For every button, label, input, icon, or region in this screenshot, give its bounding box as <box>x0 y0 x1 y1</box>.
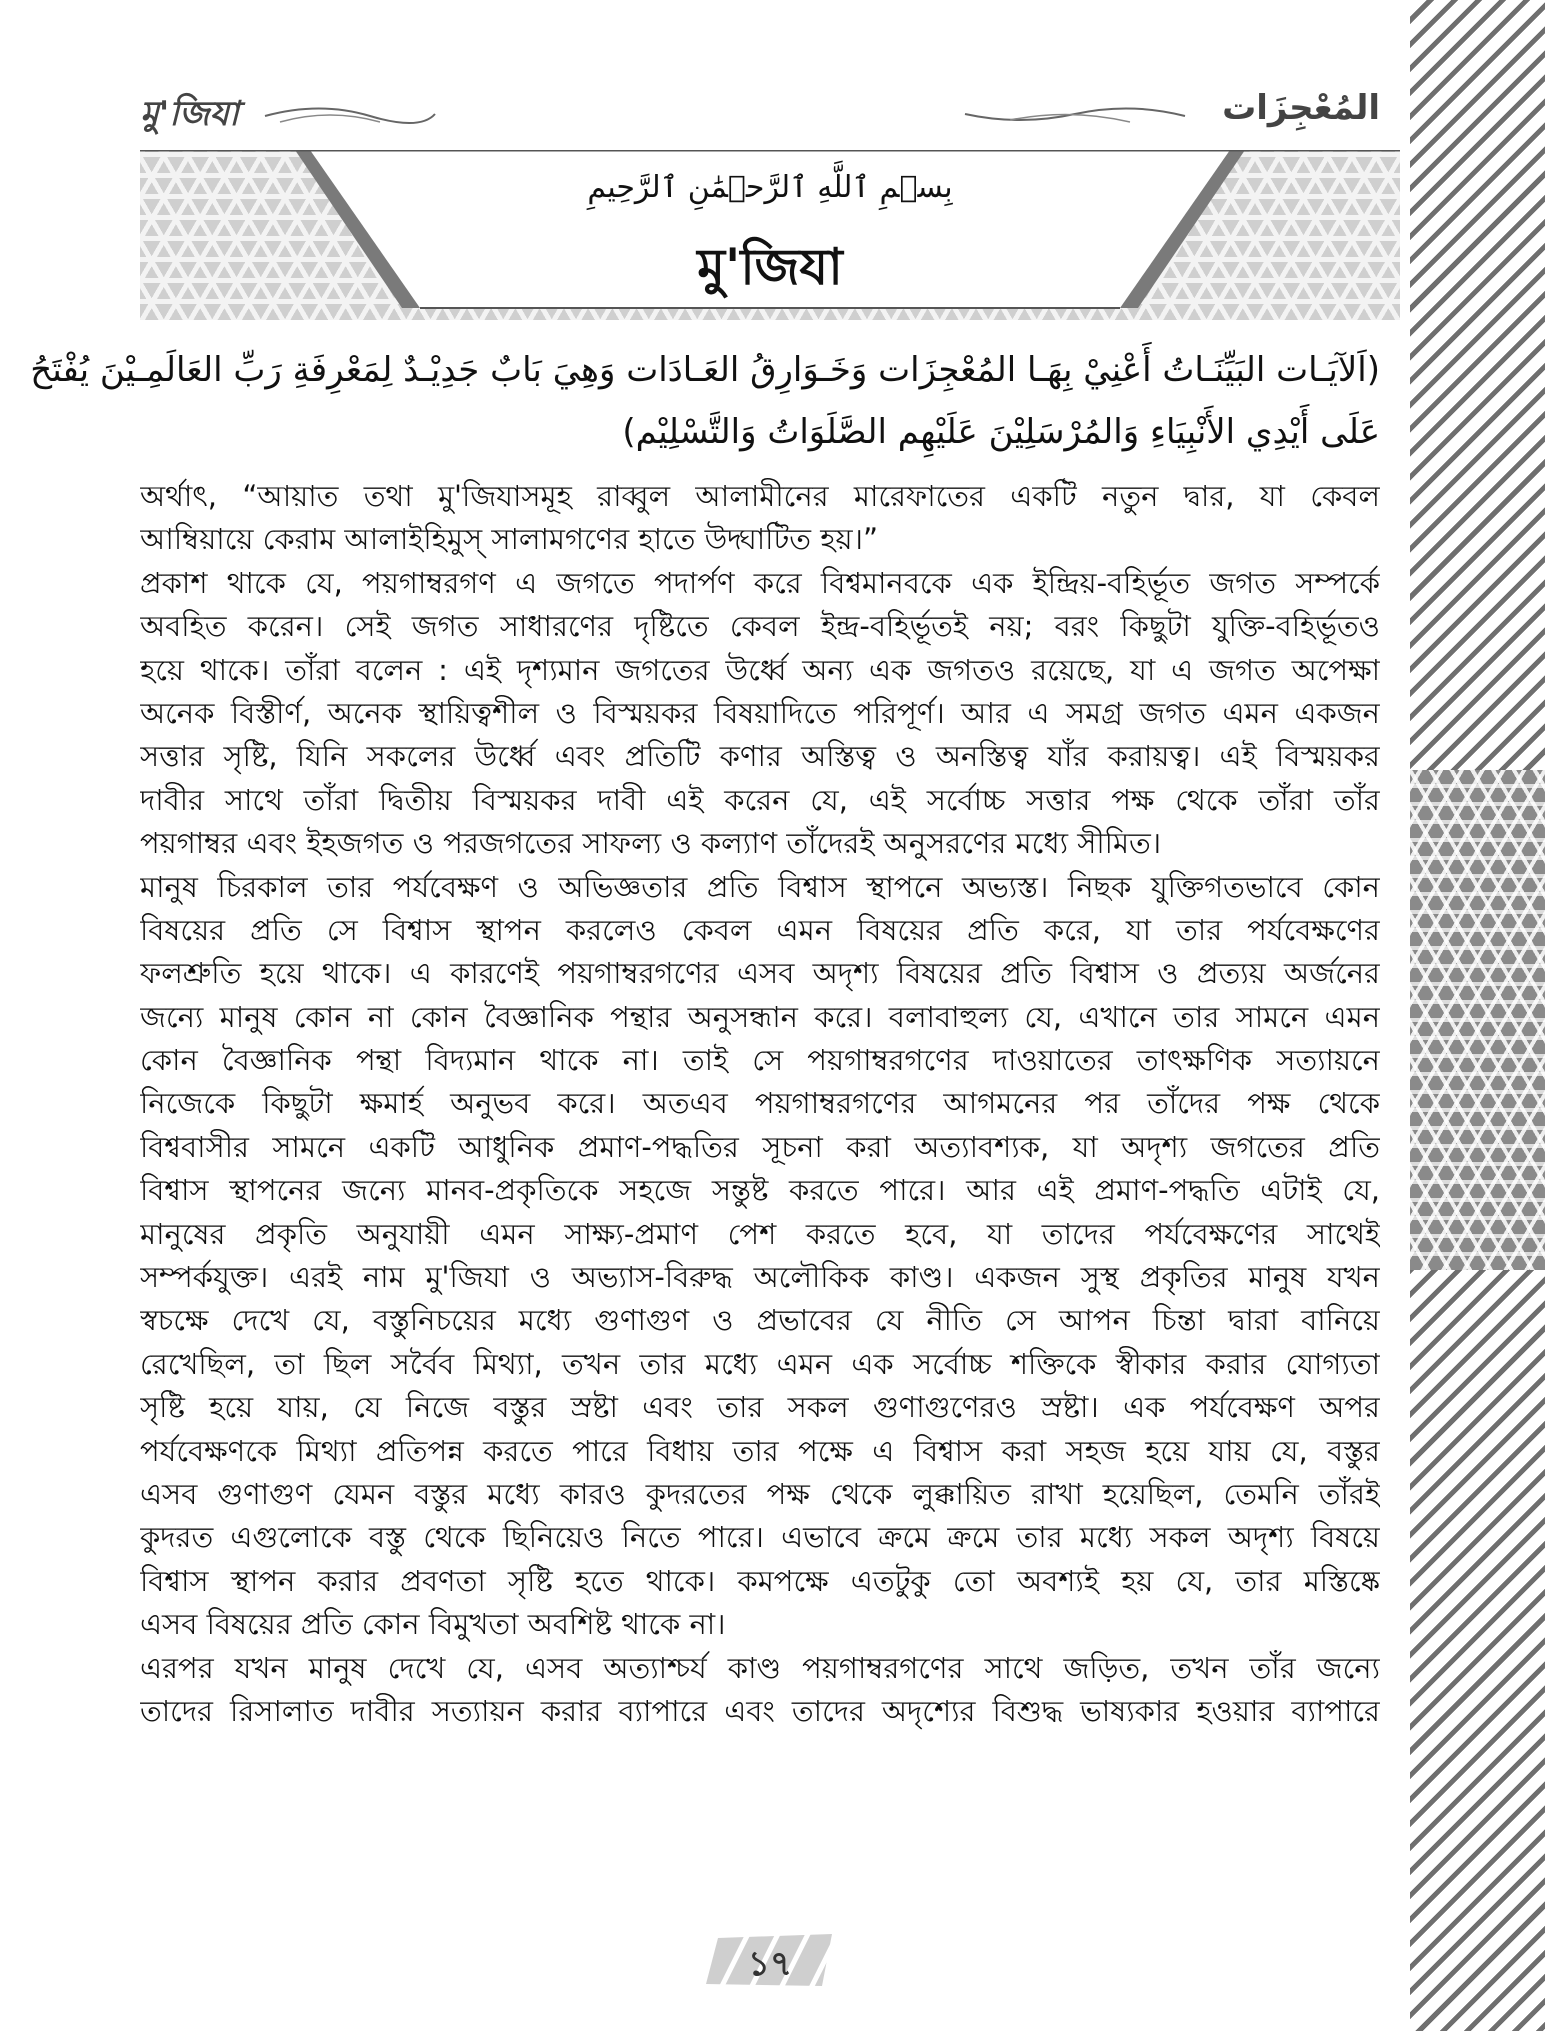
body-line: এসব গুণাগুণ যেমন বস্তুর মধ্যে কারও কুদরতের পক্ষ থেকে লুক্কায়িত রাখা হয়েছিল, তেমনি তাঁরই <box>140 1476 1380 1511</box>
running-header <box>140 88 1380 148</box>
body-line: দাবীর সাথে তাঁরা দ্বিতীয় বিস্ময়কর দাবী এই করেন যে, এই সর্বোচ্চ সত্তার পক্ষ থেকে তাঁরা তাঁর <box>140 782 1380 817</box>
body-line: পয়গাম্বর এবং ইহজগত ও পরজগতের সাফল্য ও কল্যাণ তাঁদেরই অনুসরণের মধ্যে সীমিত। <box>140 826 1162 861</box>
right-edge-pattern <box>1410 770 1545 1270</box>
body-line: হয়ে থাকে। তাঁরা বলেন : এই দৃশ্যমান জগতের উর্ধ্বে অন্য এক জগতও রয়েছে, যা এ জগত অপেক্ষা <box>140 652 1380 687</box>
body-line: অবহিত করেন। সেই জগত সাধারণের দৃষ্টিতে কেবল ইন্দ্র-বহির্ভূতই নয়; বরং কিছুটা যুক্তি-বহির্ভূতও <box>140 609 1380 644</box>
body-line: বিশ্বাস স্থাপনের জন্যে মানব-প্রকৃতিকে সহজে সন্তুষ্ট করতে পারে। আর এই প্রমাণ-পদ্ধতি এটাই যে, <box>140 1173 1380 1208</box>
body-line: তাদের রিসালাত দাবীর সত্যায়ন করার ব্যাপারে এবং তাদের অদৃশ্যের বিশুদ্ধ ভাষ্যকার হওয়ার ব্যাপারে <box>140 1693 1380 1728</box>
body-line: সম্পর্কযুক্ত। এরই নাম মু'জিযা ও অভ্যাস-বিরুদ্ধ অলৌকিক কাণ্ড। একজন সুস্থ প্রকৃতির মানুষ যখন <box>140 1260 1380 1295</box>
body-line: কুদরত এগুলোকে বস্তু থেকে ছিনিয়েও নিতে পারে। এভাবে ক্রমে ক্রমে তার মধ্যে সকল অদৃশ্য বিষয়ে <box>140 1520 1380 1555</box>
flourish-right-icon <box>960 96 1190 136</box>
body-line: কোন বৈজ্ঞানিক পন্থা বিদ্যমান থাকে না। তাই সে পয়গাম্বরগণের দাওয়াতের তাৎক্ষণিক সত্যায়নে <box>140 1043 1380 1078</box>
body-line: পর্যবেক্ষণকে মিথ্যা প্রতিপন্ন করতে পারে বিধায় তার পক্ষে এ বিশ্বাস করা সহজ হয়ে যায় যে, বস্তুর <box>140 1433 1380 1468</box>
body-line: মানুষ চিরকাল তার পর্যবেক্ষণ ও অভিজ্ঞতার প্রতি বিশ্বাস স্থাপনে অভ্যস্ত। নিছক যুক্তিগতভাবে কোন <box>140 869 1380 904</box>
body-line: প্রকাশ থাকে যে, পয়গাম্বরগণ এ জগতে পদার্পণ করে বিশ্বমানবকে এক ইন্দ্রিয়-বহির্ভূত জগত সম্পর্কে <box>140 565 1380 600</box>
body-line: এসব বিষয়ের প্রতি কোন বিমুখতা অবশিষ্ট থাকে না। <box>140 1607 726 1642</box>
body-line: অর্থাৎ, “আয়াত তথা মু'জিযাসমূহ রাব্বুল আলামীনের মারেফাতের একটি নতুন দ্বার, যা কেবল <box>140 479 1380 513</box>
body-text <box>140 475 1380 1733</box>
body-line: এরপর যখন মানুষ দেখে যে, এসব অত্যাশ্চর্য কাণ্ড পয়গাম্বরগণের সাথে জড়িত, তখন তাঁর জন্যে <box>140 1650 1380 1685</box>
body-line: আম্বিয়ায়ে কেরাম আলাইহিমুস্ সালামগণের হাতে উদ্ঘাটিত হয়।” <box>140 522 878 557</box>
body-line: অনেক বিস্তীর্ণ, অনেক স্থায়িত্বশীল ও বিস্ময়কর বিষয়াদিতে পরিপূর্ণ। আর এ সমগ্র জগত এমন একজন <box>140 695 1380 730</box>
flourish-left-icon <box>260 96 440 136</box>
page-number-badge <box>700 1930 840 1990</box>
bismillah: بِسۡمِ ٱللَّهِ ٱلرَّحۡمَٰنِ ٱلرَّحِيمِ <box>587 170 953 205</box>
running-header-right: المُعْجِزَات <box>1222 88 1380 128</box>
body-line: বিষয়ের প্রতি সে বিশ্বাস স্থাপন করলেও কেবল এমন বিষয়ের প্রতি করে, যা তার পর্যবেক্ষণের <box>140 912 1380 947</box>
body-line: জন্যে মানুষ কোন না কোন বৈজ্ঞানিক পন্থার অনুসন্ধান করে। বলাবাহুল্য যে, এখানে তার সামনে এমন <box>140 999 1380 1034</box>
page-title: মু'জিযা <box>697 238 843 296</box>
arabic-quote-line-1: (اَلآيَـات البَيِّنَـاتُ أَعْنِيْ بِهَـا المُعْجِزَات وَخَـوَارِقُ العَـادَات وَهِيَ بَابٌ جَدِيْـدٌ لِمَعْرِفَةِ رَبِّ العَالَمِـيْنَ يُفْتَحُ <box>30 350 1380 390</box>
body-line: বিশ্ববাসীর সামনে একটি আধুনিক প্রমাণ-পদ্ধতির সূচনা করা অত্যাবশ্যক, যা অদৃশ্য জগতের প্রতি <box>140 1129 1380 1164</box>
body-line: ফলশ্রুতি হয়ে থাকে। এ কারণেই পয়গাম্বরগণের এসব অদৃশ্য বিষয়ের প্রতি বিশ্বাস ও প্রত্যয় অর্জনের <box>140 956 1380 991</box>
body-line: মানুষের প্রকৃতি অনুযায়ী এমন সাক্ষ্য-প্রমাণ পেশ করতে হবে, যা তাদের পর্যবেক্ষণের সাথেই <box>140 1216 1380 1251</box>
arabic-quote-line-2: عَلَى أَيْدِي الأَنْبِيَاءِ وَالمُرْسَلِيْنَ عَلَيْهِم الصَّلَوَاتُ وَالتَّسْلِيْم) <box>622 412 1380 452</box>
body-line: স্বচক্ষে দেখে যে, বস্তুনিচয়ের মধ্যে গুণাগুণ ও প্রভাবের যে নীতি সে আপন চিন্তা দ্বারা বানিয়ে <box>140 1303 1380 1338</box>
body-line: সত্তার সৃষ্টি, যিনি সকলের উর্ধ্বে এবং প্রতিটি কণার অস্তিত্ব ও অনস্তিত্ব যাঁর করায়ত্ব। এই বিস্ময়কর <box>140 739 1380 774</box>
body-line: নিজেকে কিছুটা ক্ষমার্হ অনুভব করে। অতএব পয়গাম্বরগণের আগমনের পর তাঁদের পক্ষ থেকে <box>140 1086 1380 1121</box>
body-line: রেখেছিল, তা ছিল সর্বৈব মিথ্যা, তখন তার মধ্যে এমন এক সর্বোচ্চ শক্তিকে স্বীকার করার যোগ্যতা <box>140 1346 1380 1381</box>
body-line: সৃষ্টি হয়ে যায়, যে নিজে বস্তুর স্রষ্টা এবং তার সকল গুণাগুণেরও স্রষ্টা। এক পর্যবেক্ষণ অপর <box>140 1390 1380 1425</box>
page-number: ১৭ <box>747 1944 793 1984</box>
running-header-left: মু'জিযা <box>140 94 239 134</box>
body-line: বিশ্বাস স্থাপন করার প্রবণতা সৃষ্টি হতে থাকে। কমপক্ষে এতটুকু তো অবশ্যই হয় যে, তার মস্তিষ্কে <box>140 1563 1380 1598</box>
